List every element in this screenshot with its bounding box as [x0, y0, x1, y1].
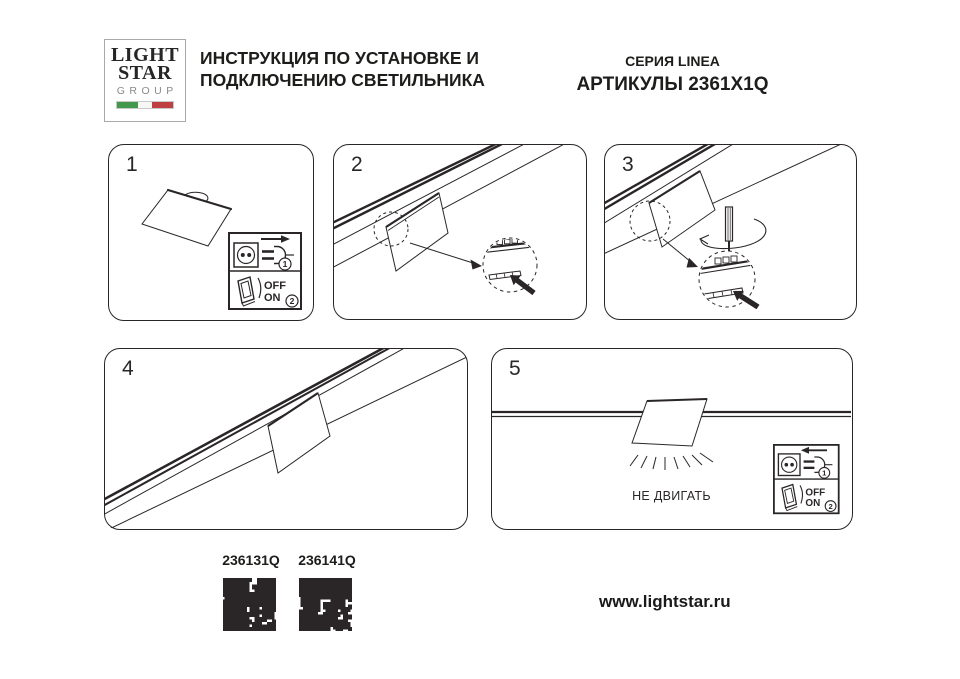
- lift-up-arrow-icon: [363, 253, 378, 287]
- series-label: СЕРИЯ LINEA: [625, 53, 720, 69]
- step-1-number: 1: [126, 153, 138, 176]
- step-4-panel: [104, 348, 468, 530]
- articles-label: АРТИКУЛЫ 2361X1Q: [576, 74, 769, 95]
- power-box: [229, 233, 301, 309]
- logo-word-light: LIGHT: [110, 44, 180, 66]
- do-not-move-caption: НЕ ДВИГАТЬ: [632, 489, 711, 503]
- flag-green-segment: [117, 102, 138, 108]
- italian-flag-icon: [116, 101, 174, 109]
- qr-code: [299, 578, 352, 631]
- lightstar-logo: [104, 39, 186, 122]
- switch-step-badge: 2: [289, 296, 295, 306]
- step-4-number: 4: [122, 357, 134, 380]
- off-label: OFF: [805, 487, 826, 499]
- step-2-diagram: [334, 145, 585, 318]
- qr-code: [223, 578, 276, 631]
- switch-step-badge: 2: [828, 501, 833, 511]
- logo-word-group: GROUP: [116, 85, 178, 97]
- plug-step-badge: 1: [282, 259, 288, 269]
- step-5-panel: [491, 348, 853, 530]
- plug-step-badge: 1: [822, 468, 827, 478]
- website-url: www.lightstar.ru: [599, 592, 731, 611]
- flag-white-segment: [138, 102, 152, 108]
- step-4-diagram: [105, 349, 466, 528]
- title-line-2: ПОДКЛЮЧЕНИЮ СВЕТИЛЬНИКА: [200, 70, 485, 90]
- step-2-panel: [333, 144, 587, 320]
- step-3-number: 3: [622, 153, 634, 176]
- page-title: [200, 47, 485, 91]
- qr-label: 236141Q: [298, 552, 356, 568]
- on-label: ON: [264, 292, 281, 304]
- series-block: [570, 53, 775, 96]
- flag-red-segment: [152, 102, 173, 108]
- power-box: [774, 445, 839, 513]
- light-rays-icon: [630, 453, 713, 470]
- step-2-number: 2: [351, 153, 363, 176]
- step-3-panel: [604, 144, 857, 320]
- step-3-diagram: [605, 145, 855, 318]
- on-label: ON: [805, 498, 821, 510]
- move-left-arrow-icon: [638, 472, 676, 481]
- qr-label: 236131Q: [222, 552, 280, 568]
- title-line-1: ИНСТРУКЦИЯ ПО УСТАНОВКЕ И: [200, 48, 479, 68]
- off-label: OFF: [264, 280, 286, 292]
- step-1-panel: [108, 144, 314, 321]
- step-5-number: 5: [509, 357, 521, 380]
- pointer-arrowhead: [471, 260, 483, 270]
- step-1-diagram: [109, 145, 312, 319]
- logo-word-star: STAR: [118, 62, 172, 84]
